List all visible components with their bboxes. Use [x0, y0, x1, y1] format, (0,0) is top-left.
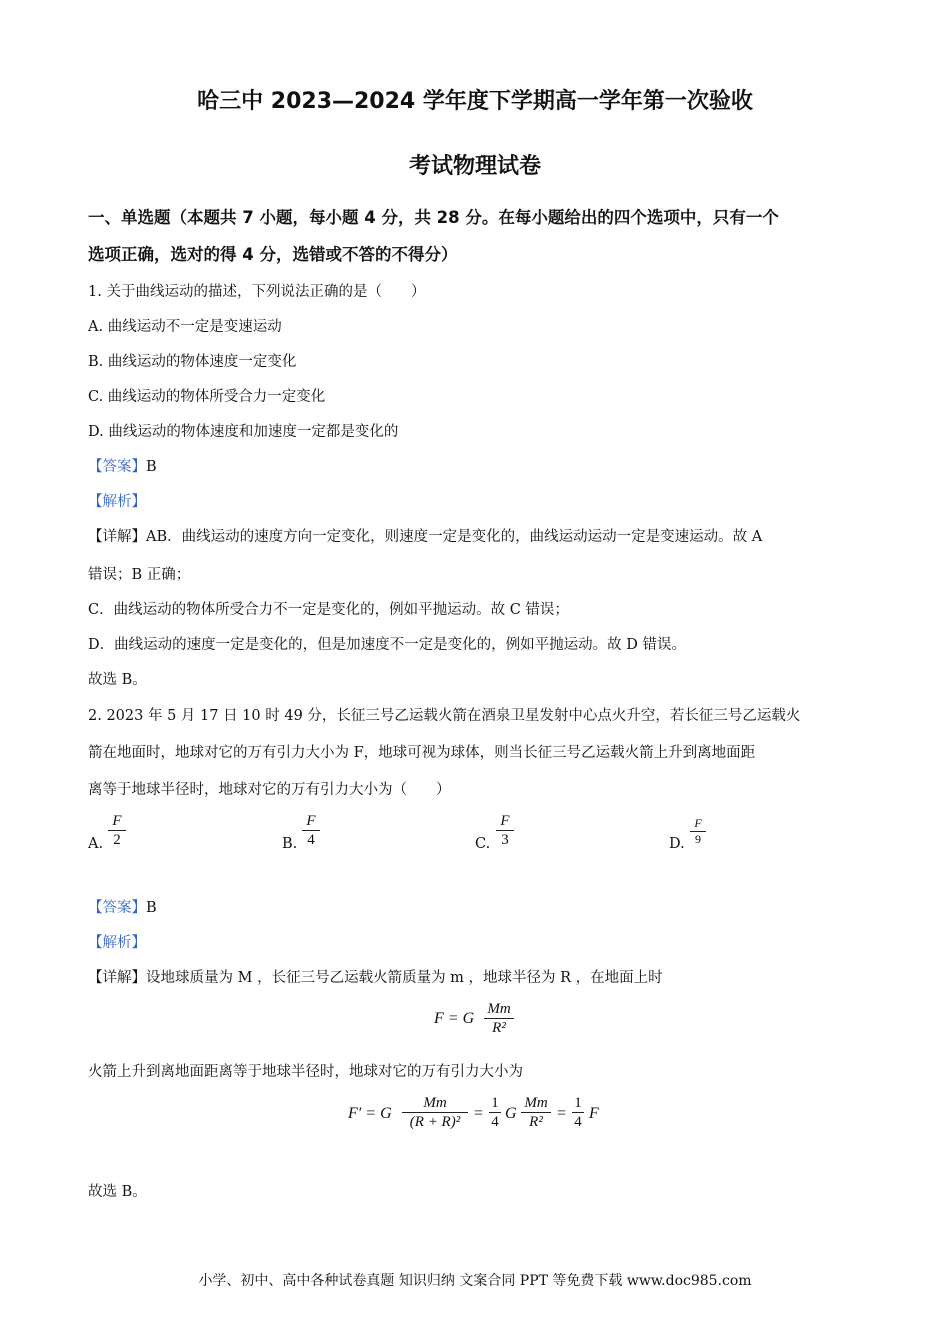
fraction: 1 4 — [489, 1094, 501, 1131]
fraction: Mm R² — [521, 1094, 551, 1131]
fraction: Mm R² — [484, 1000, 514, 1037]
answer-tag: 【答案】 — [88, 900, 146, 916]
page-footer: 小学、初中、高中各种试卷真题 知识归纳 文案合同 PPT 等免费下载 www.doc985.com — [198, 1273, 752, 1289]
section-heading-line-1: 一、单选题（本题共 7 小题，每小题 4 分，共 28 分。在每小题给出的四个选项中，只有一个 — [88, 208, 779, 227]
q1-option-b: B. 曲线运动的物体速度一定变化 — [88, 354, 297, 370]
q1-stem: 1. 关于曲线运动的描述，下列说法正确的是（ ） — [88, 284, 426, 300]
q2-stem-line-1: 2. 2023 年 5 月 17 日 10 时 49 分，长征三号乙运载火箭在酒泉卫星发射中心点火升空，若长征三号乙运载火 — [88, 708, 801, 724]
title-line-1: 哈三中 2023—2024 学年度下学期高一学年第一次验收 — [197, 89, 753, 114]
q2-stem-line-3: 离等于地球半径时，地球对它的万有引力大小为（ ） — [88, 782, 451, 798]
q1-option-c: C. 曲线运动的物体所受合力一定变化 — [88, 389, 326, 405]
q1-detail-line-3: C．曲线运动的物体所受合力不一定是变化的，例如平抛运动。故 C 错误； — [88, 602, 569, 618]
section-heading-line-2: 选项正确，选对的得 4 分，选错或不答的不得分） — [88, 245, 458, 264]
q1-option-a: A. 曲线运动不一定是变速运动 — [88, 319, 282, 335]
q1-detail-line-1 — [88, 525, 762, 546]
answer-value: B — [146, 459, 157, 475]
detail-tag: 【详解】 — [88, 970, 146, 986]
fraction: F 2 — [108, 812, 126, 849]
q1-detail-line-4: D．曲线运动的速度一定是变化的，但是加速度不一定是变化的，例如平抛运动。故 D 错误。 — [88, 637, 686, 653]
q2-stem-line-2: 箭在地面时，地球对它的万有引力大小为 F，地球可视为球体，则当长征三号乙运载火箭上升到离地面距 — [88, 745, 756, 761]
answer-value: B — [146, 900, 157, 916]
title-line-2: 考试物理试卷 — [408, 154, 541, 179]
fraction: F 4 — [302, 812, 320, 849]
q1-analysis-tag: 【解析】 — [88, 494, 146, 510]
q2-analysis-tag: 【解析】 — [88, 935, 146, 951]
fraction: 1 4 — [572, 1094, 584, 1131]
q1-conclusion: 故选 B。 — [88, 672, 147, 688]
q2-mid-text: 火箭上升到离地面距离等于地球半径时，地球对它的万有引力大小为 — [88, 1064, 523, 1080]
fraction: F 9 — [690, 816, 706, 847]
detail-tag: 【详解】 — [88, 529, 146, 545]
fraction: F 3 — [496, 812, 514, 849]
q2-detail-line — [88, 966, 663, 987]
answer-tag: 【答案】 — [88, 459, 146, 475]
fraction: Mm (R + R)² — [402, 1094, 468, 1131]
detail-text: AB．曲线运动的速度方向一定变化，则速度一定是变化的，曲线运动运动一定是变速运动。故 A — [146, 529, 763, 545]
q2-conclusion: 故选 B。 — [88, 1184, 147, 1200]
q2-answer — [88, 896, 157, 917]
q1-detail-line-2: 错误；B 正确； — [88, 567, 191, 583]
q1-option-d: D. 曲线运动的物体速度和加速度一定都是变化的 — [88, 424, 399, 440]
q1-answer — [88, 455, 157, 476]
detail-text: 设地球质量为 M ，长征三号乙运载火箭质量为 m ，地球半径为 R ，在地面上时 — [146, 970, 663, 986]
